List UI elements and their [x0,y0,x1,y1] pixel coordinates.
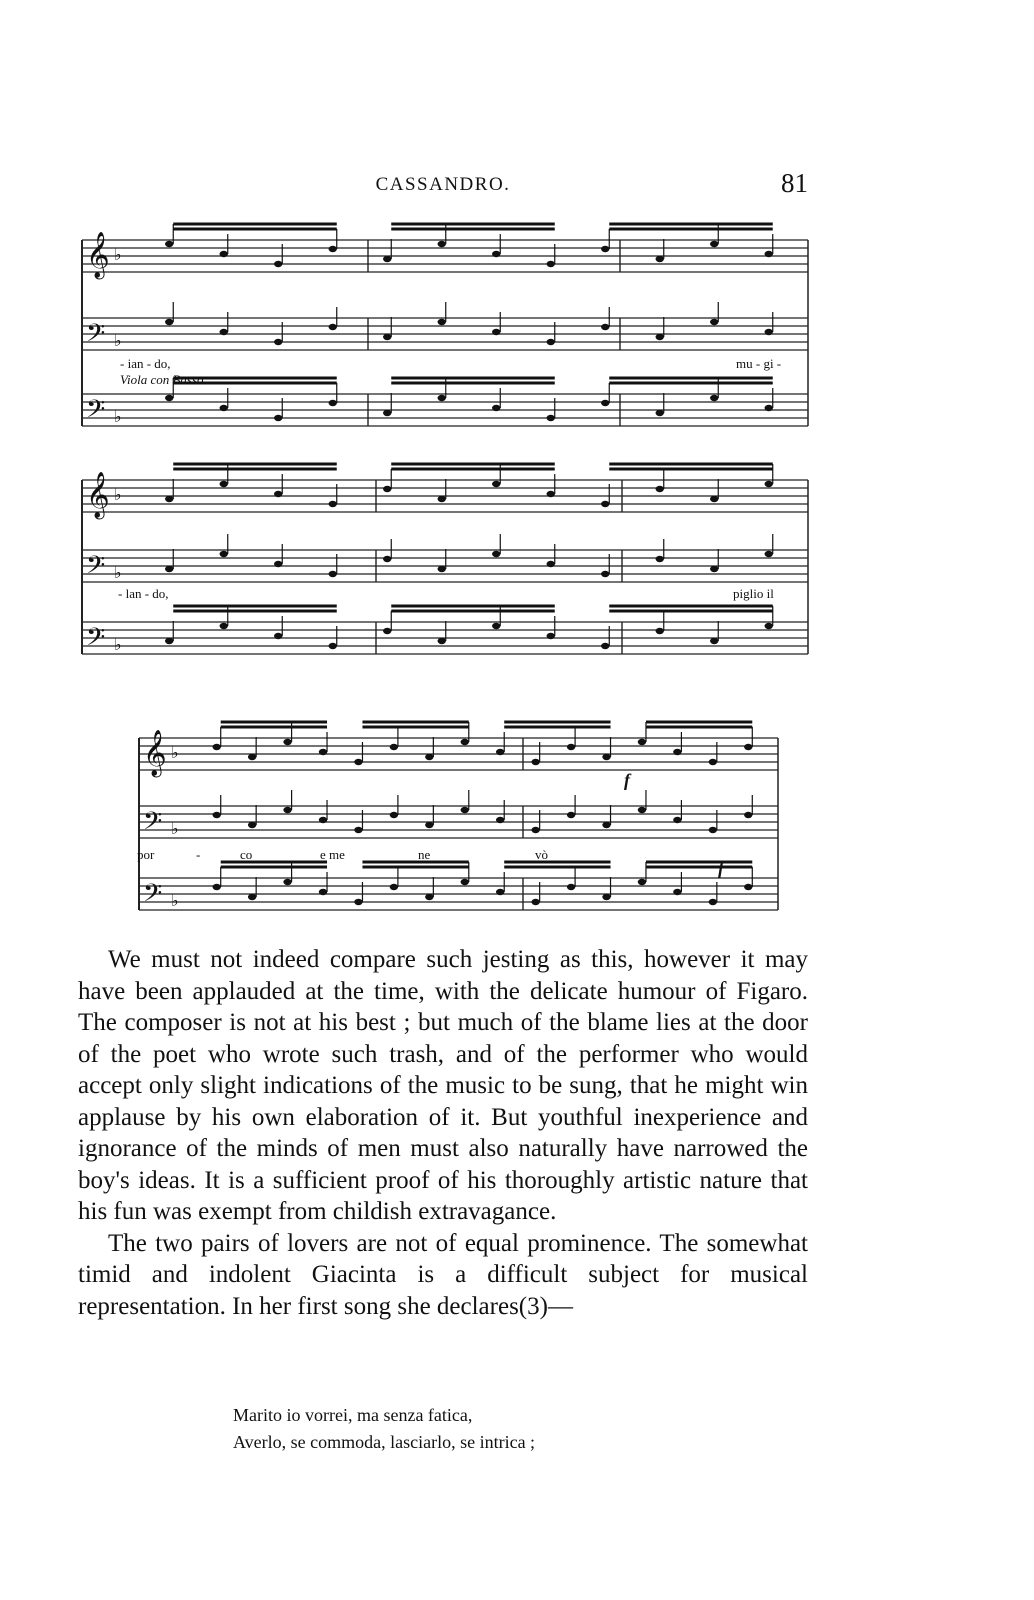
note-head [710,638,718,644]
note-head [383,628,391,634]
paragraph: The two pairs of lovers are not of equal prominence. The somewhat timid and indolent Giacinta is a difficult subject for musical representation. In her first song she declares(3)— [78,1229,808,1320]
note-head [601,246,609,252]
note-head [390,884,398,890]
note-head [496,817,504,823]
note-head [547,261,555,267]
note-head [274,633,282,639]
note-head [274,561,282,567]
lyric-system-2-a: - lan - do, [118,586,169,601]
bass-clef: 𝄢 [143,807,163,842]
note-head [461,739,469,745]
note-head [602,822,610,828]
note-head [329,643,337,649]
verse-quotation [233,1402,535,1456]
note-head [165,395,173,401]
note-head [390,744,398,750]
note-head [274,415,282,421]
note-head [274,261,282,267]
note-head [765,405,773,411]
note-head [220,405,228,411]
treble-clef: 𝄞 [143,730,167,776]
note-head [567,744,575,750]
note-head [492,405,500,411]
note-head [329,501,337,507]
note-head [390,812,398,818]
note-head [567,884,575,890]
note-head [744,744,752,750]
lyric-system-2-b: piglio il [733,586,774,601]
note-head [383,334,391,340]
lyric-system-1-a: - ian - do, [120,356,171,371]
note-head [602,894,610,900]
bass-clef: 𝄢 [143,879,163,914]
note-head [656,334,664,340]
note-head [329,324,337,330]
staff-lines [82,240,808,910]
note-head [709,899,717,905]
note-head [220,481,228,487]
note-head [274,491,282,497]
verse-line: Marito io vorrei, ma senza fatica, [233,1405,473,1425]
note-head [248,894,256,900]
note-head [656,556,664,562]
note-head [354,827,362,833]
note-head [213,744,221,750]
note-head [165,241,173,247]
note-head [638,739,646,745]
note-head [601,571,609,577]
flat-sign: ♭ [114,331,122,350]
note-head [710,319,718,325]
viola-instruction: Viola con Basso. [120,372,207,387]
lyric-system-3-a: por [137,847,155,862]
note-head [319,749,327,755]
note-head [710,496,718,502]
note-head [438,395,446,401]
flat-sign: ♭ [114,245,122,264]
note-head [531,759,539,765]
note-head [220,551,228,557]
verse-line: Averlo, se commoda, lasciarlo, se intrica ; [233,1432,536,1452]
note-head [601,501,609,507]
note-head [283,879,291,885]
bass-clef: 𝄢 [86,319,106,354]
dynamic-forte-1: f [624,770,630,790]
note-head [602,754,610,760]
dynamic-forte-2: f [718,858,724,878]
bass-clef: 𝄢 [86,395,106,430]
note-head [638,807,646,813]
note-head [438,319,446,325]
note-head [213,884,221,890]
note-head [461,807,469,813]
bass-clef: 𝄢 [86,551,106,586]
flat-sign: ♭ [114,635,122,654]
note-head [383,486,391,492]
note-head [165,319,173,325]
note-head [744,884,752,890]
note-head [531,827,539,833]
notation-marks [86,224,773,914]
note-head [165,566,173,572]
note-head [492,623,500,629]
note-head [220,329,228,335]
note-head [547,415,555,421]
note-head [492,329,500,335]
note-head [673,817,681,823]
note-head [744,812,752,818]
note-head [438,496,446,502]
flat-sign: ♭ [171,891,179,910]
note-head [438,638,446,644]
note-head [383,556,391,562]
note-head [547,561,555,567]
note-head [765,329,773,335]
note-head [165,638,173,644]
note-head [461,879,469,885]
note-head [383,256,391,262]
note-head [601,400,609,406]
note-head [220,623,228,629]
note-head [220,251,228,257]
note-head [319,889,327,895]
note-head [765,481,773,487]
note-head [274,339,282,345]
note-head [283,807,291,813]
lyric-system-3-b: - [196,847,201,862]
note-head [165,496,173,502]
note-head [329,400,337,406]
note-head [601,643,609,649]
note-head [547,633,555,639]
note-head [709,827,717,833]
flat-sign: ♭ [114,407,122,426]
note-head [765,623,773,629]
note-head [248,754,256,760]
note-head [710,241,718,247]
note-head [425,822,433,828]
note-head [496,749,504,755]
treble-clef: 𝄞 [86,472,110,518]
note-head [531,899,539,905]
note-head [329,246,337,252]
note-head [673,749,681,755]
note-head [765,251,773,257]
note-head [354,899,362,905]
note-head [248,822,256,828]
note-head [709,759,717,765]
lyric-system-3-c: co [240,847,253,862]
note-head [656,486,664,492]
note-head [547,339,555,345]
note-head [547,491,555,497]
running-head [78,168,808,208]
lyric-system-3-f: vò [535,847,548,862]
note-head [319,817,327,823]
note-head [673,889,681,895]
note-head [438,241,446,247]
note-head [492,551,500,557]
note-head [567,812,575,818]
note-head [601,324,609,330]
note-head [383,410,391,416]
note-head [496,889,504,895]
note-head [425,754,433,760]
lyric-system-1-b: mu - gi - [736,356,782,371]
note-head [213,812,221,818]
bass-clef: 𝄢 [86,623,106,658]
flat-sign: ♭ [114,485,122,504]
note-head [710,566,718,572]
note-head [656,410,664,416]
note-head [638,879,646,885]
body-text [78,944,808,1322]
note-head [765,551,773,557]
treble-clef: 𝄞 [86,232,110,278]
note-head [710,395,718,401]
note-head [492,251,500,257]
lyric-system-3-d: e me [320,847,345,862]
paragraph: We must not indeed compare such jesting as this, however it may have been applauded at the time, with the delicate humour of Figaro. The composer is not at his best ; but much of the blame lies at the door of the poet who wrote such trash, and of the performer who would accept only slight indications of the music to be sung, that he might win applause by his own elaboration of it. But youthful inexperience and ignorance of the minds of men must also naturally have narrowed the boy's ideas. It is a sufficient proof of his thoroughly artistic nature that his fun was exempt from childish extravagance. [78,946,808,1225]
flat-sign: ♭ [171,819,179,838]
lyric-system-3-e: ne [418,847,431,862]
note-head [283,739,291,745]
note-head [425,894,433,900]
page-number: 81 [781,168,808,198]
flat-sign: ♭ [114,563,122,582]
running-title: CASSANDRO. [375,174,511,195]
note-head [656,628,664,634]
note-head [656,256,664,262]
flat-sign: ♭ [171,743,179,762]
note-head [329,571,337,577]
note-head [354,759,362,765]
note-head [492,481,500,487]
note-head [438,566,446,572]
